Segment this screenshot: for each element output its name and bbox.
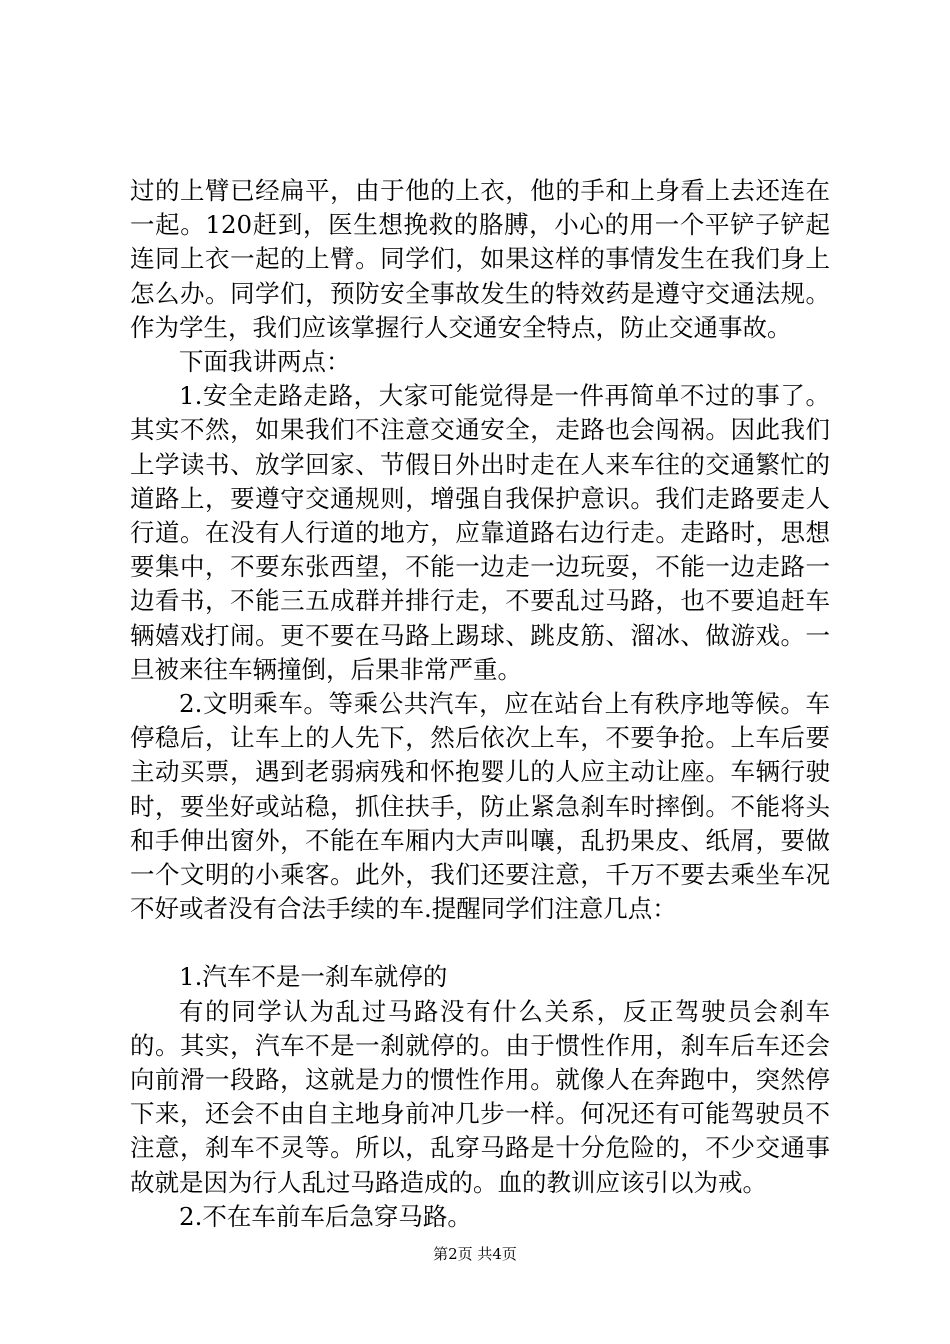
subheading-crossing: 2.不在车前车后急穿马路。 [179,1201,472,1231]
paragraph-safe-walking: 1.安全走路走路，大家可能觉得是一件再简单不过的事了。其实不然，如果我们不注意交通安全，走路也会闯祸。因此我们上学读书、放学回家、节假日外出时走在人来车往的交通繁忙的道路上，要遵守交通规则，增强自我保护意识。我们走路要走人行道。在没有人行道的地方，应靠道路右边行走。走路时，思想要集中，不要东张西望，不能一边走一边玩耍，不能一边走路一边看书，不能三五成群并排行走，不要乱过马路，也不要追赶车辆嬉戏打闹。更不要在马路上踢球、跳皮筋、溜冰、做游戏。一旦被来往车辆撞倒，后果非常严重。 [130,381,830,684]
paragraph-braking-inertia: 有的同学认为乱过马路没有什么关系，反正驾驶员会刹车的。其实，汽车不是一刹就停的。由于惯性作用，刹车后车还会向前滑一段路，这就是力的惯性作用。就像人在奔跑中，突然停下来，还会不由自主地身前冲几步一样。何况还有可能驾驶员不注意，刹车不灵等。所以，乱穿马路是十分危险的，不少交通事故就是因为行人乱过马路造成的。血的教训应该引以为戒。 [130,996,830,1197]
paragraph-gap [130,926,830,960]
paragraph-accident-story: 过的上臂已经扁平，由于他的上衣，他的手和上身看上去还连在一起。120赶到，医生想挽救的胳膊，小心的用一个平铲子铲起连同上衣一起的上臂。同学们，如果这样的事情发生在我们身上怎么办。同学们，预防安全事故发生的特效药是遵守交通法规。作为学生，我们应该掌握行人交通安全特点，防止交通事故。 [130,176,830,342]
paragraph-two-points-intro: 下面我讲两点： [179,347,351,377]
document-body [130,174,830,1234]
paragraph-civil-riding: 2.文明乘车。等乘公共汽车，应在站台上有秩序地等候。车停稳后，让车上的人先下，然后依次上车，不要争抢。上车后要主动买票，遇到老弱病残和怀抱婴儿的人应主动让座。车辆行驶时，要坐好或站稳，抓住扶手，防止紧急刹车时摔倒。不能将头和手伸出窗外，不能在车厢内大声叫嚷，乱扔果皮、纸屑，要做一个文明的小乘客。此外，我们还要注意，千万不要去乘坐车况不好或者没有合法手续的车.提醒同学们注意几点： [130,689,830,924]
page-number-footer: 第2页 共4页 [433,1245,517,1263]
subheading-braking: 1.汽车不是一刹车就停的 [179,962,448,992]
